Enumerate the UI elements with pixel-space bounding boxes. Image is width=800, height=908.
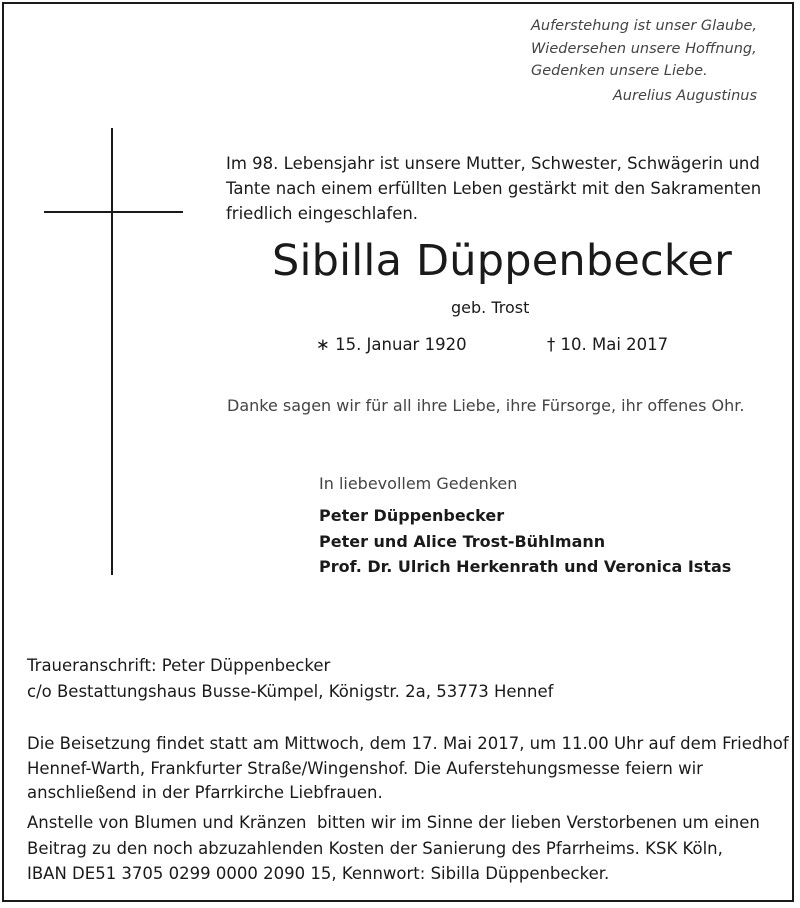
motto-author: Aurelius Augustinus <box>612 88 757 104</box>
maiden-name: geb. Trost <box>451 298 530 317</box>
mourner-name: Prof. Dr. Ulrich Herkenrath und Veronica Istas <box>319 557 732 576</box>
thanks-text: Danke sagen wir für all ihre Liebe, ihre Fürsorge, ihr offenes Ohr. <box>227 396 745 415</box>
address-line: c/o Bestattungshaus Busse-Kümpel, Königstr. 2a, 53773 Hennef <box>27 682 554 701</box>
mourning-address <box>27 653 553 705</box>
intro-line: Im 98. Lebensjahr ist unsere Mutter, Schwester, Schwägerin und <box>226 154 760 173</box>
donation-line: Beitrag zu den noch abzuzahlenden Kosten der Sanierung des Pfarrheims. KSK Köln, <box>27 838 723 858</box>
motto-line: Gedenken unsere Liebe. <box>530 63 708 79</box>
motto-line: Wiedersehen unsere Hoffnung, <box>530 40 757 57</box>
mourners-list <box>319 503 731 580</box>
motto-quote <box>531 15 757 83</box>
funeral-line: anschließend in der Pfarrkirche Liebfrauen. <box>27 783 383 802</box>
birth-date: ∗ 15. Januar 1920 <box>316 335 467 354</box>
donation-line: IBAN DE51 3705 0299 0000 2090 15, Kennwort: Sibilla Düppenbecker. <box>27 864 610 883</box>
mourner-name: Peter Düppenbecker <box>319 506 505 525</box>
intro-text <box>226 151 761 226</box>
cross-icon <box>111 128 113 575</box>
motto-line: Auferstehung ist unser Glaube, <box>530 18 757 34</box>
mourner-name: Peter und Alice Trost-Bühlmann <box>319 531 606 551</box>
funeral-line: Die Beisetzung findet statt am Mittwoch, dem 17. Mai 2017, um 11.00 Uhr auf dem Friedhof <box>27 734 789 753</box>
intro-line: friedlich eingeschlafen. <box>226 204 419 223</box>
memory-heading: In liebevollem Gedenken <box>319 474 518 493</box>
donation-info <box>27 810 760 887</box>
intro-line: Tante nach einem erfüllten Leben gestärkt mit den Sakramenten <box>226 179 762 198</box>
cross-icon-beam <box>44 211 183 213</box>
funeral-line: Hennef-Warth, Frankfurter Straße/Wingenshof. Die Auferstehungsmesse feiern wir <box>27 758 703 778</box>
donation-line: Anstelle von Blumen und Kränzen bitten wir im Sinne der lieben Verstorbenen um einen <box>27 813 760 832</box>
death-date: † 10. Mai 2017 <box>547 335 669 354</box>
address-line: Traueranschrift: Peter Düppenbecker <box>27 656 331 675</box>
deceased-name: Sibilla Düppenbecker <box>272 236 732 286</box>
funeral-info <box>27 732 789 806</box>
